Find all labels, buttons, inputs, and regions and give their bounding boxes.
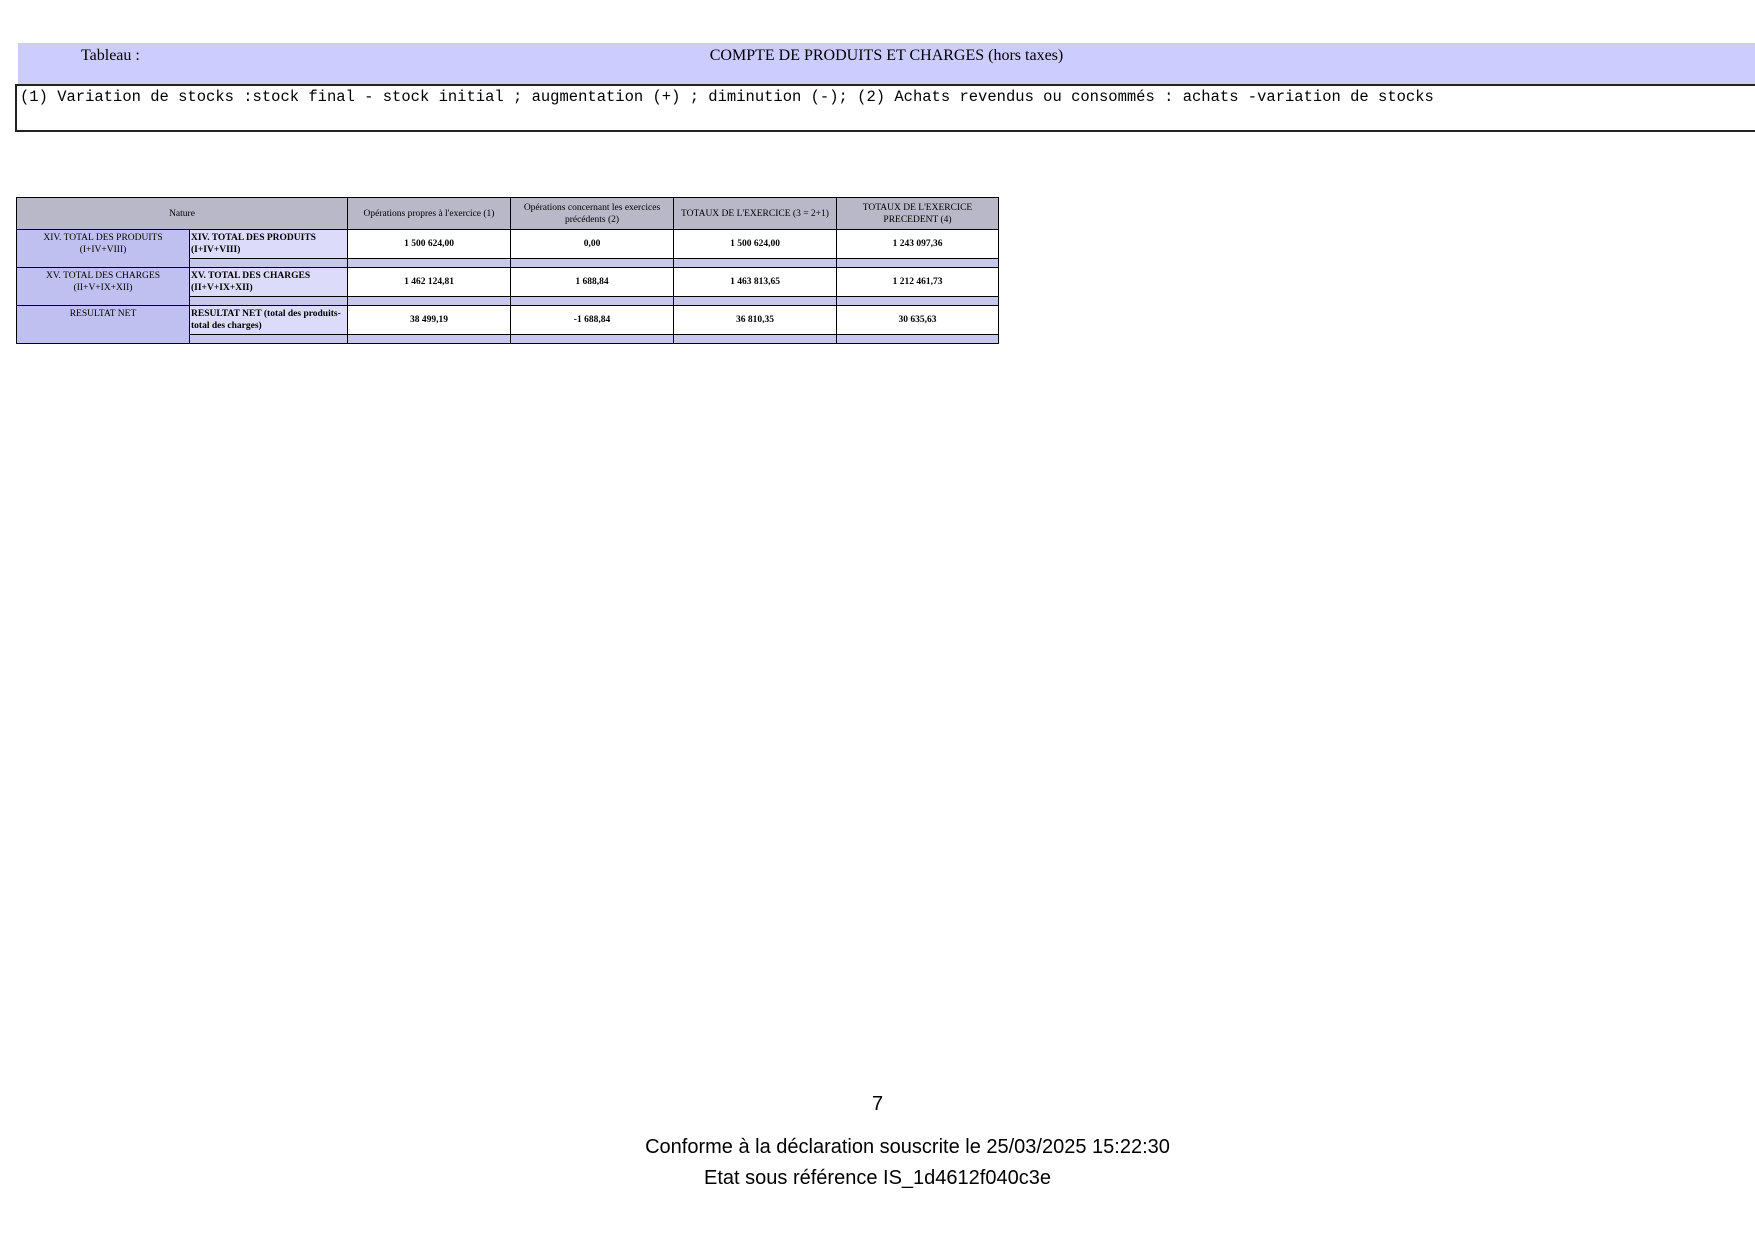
column-header-year-total: TOTAUX DE L'EXERCICE (3 = 2+1) <box>674 198 837 230</box>
table-row <box>17 306 999 335</box>
cell-value: 1 462 124,81 <box>348 268 511 297</box>
cell-value: 1 500 624,00 <box>348 230 511 259</box>
cell-value: 30 635,63 <box>837 306 999 335</box>
cell-value: -1 688,84 <box>511 306 674 335</box>
footnote: (1) Variation de stocks :stock final - stock initial ; augmentation (+) ; diminution (-); (2) Achats revendus ou consommés : achats -variation de stocks <box>15 84 1755 132</box>
row-label: XV. TOTAL DES CHARGES (II+V+IX+XII) <box>17 268 190 306</box>
page-title: COMPTE DE PRODUITS ET CHARGES (hors taxes) <box>709 47 1064 64</box>
row-description: RESULTAT NET (total des produits-total des charges) <box>190 306 348 335</box>
column-header-prior-ops: Opérations concernant les exercices précédents (2) <box>511 198 674 230</box>
row-description: XV. TOTAL DES CHARGES (II+V+IX+XII) <box>190 268 348 297</box>
column-header-prior-year-total: TOTAUX DE L'EXERCICE PRECEDENT (4) <box>837 198 999 230</box>
cell-value: 1 500 624,00 <box>674 230 837 259</box>
table-header-row <box>17 198 999 230</box>
reference-statement: Etat sous référence IS_1d4612f040c3e <box>704 1167 1051 1189</box>
cell-value: 1 463 813,65 <box>674 268 837 297</box>
cell-value: 38 499,19 <box>348 306 511 335</box>
cell-value: 36 810,35 <box>674 306 837 335</box>
row-description: XIV. TOTAL DES PRODUITS (I+IV+VIII) <box>190 230 348 259</box>
table-row <box>17 268 999 297</box>
conformity-statement: Conforme à la déclaration souscrite le 25/03/2025 15:22:30 <box>645 1136 1170 1158</box>
row-label: RESULTAT NET <box>17 306 190 344</box>
page-number: 7 <box>871 1093 884 1115</box>
cell-value: 1 212 461,73 <box>837 268 999 297</box>
title-bar <box>18 43 1755 84</box>
income-statement-table <box>16 197 999 344</box>
cell-value: 1 243 097,36 <box>837 230 999 259</box>
column-header-nature: Nature <box>17 198 348 230</box>
cell-value: 0,00 <box>511 230 674 259</box>
cell-value: 1 688,84 <box>511 268 674 297</box>
row-label: XIV. TOTAL DES PRODUITS (I+IV+VIII) <box>17 230 190 268</box>
table-label: Tableau : <box>81 47 140 64</box>
column-header-current-ops: Opérations propres à l'exercice (1) <box>348 198 511 230</box>
table-row <box>17 230 999 259</box>
